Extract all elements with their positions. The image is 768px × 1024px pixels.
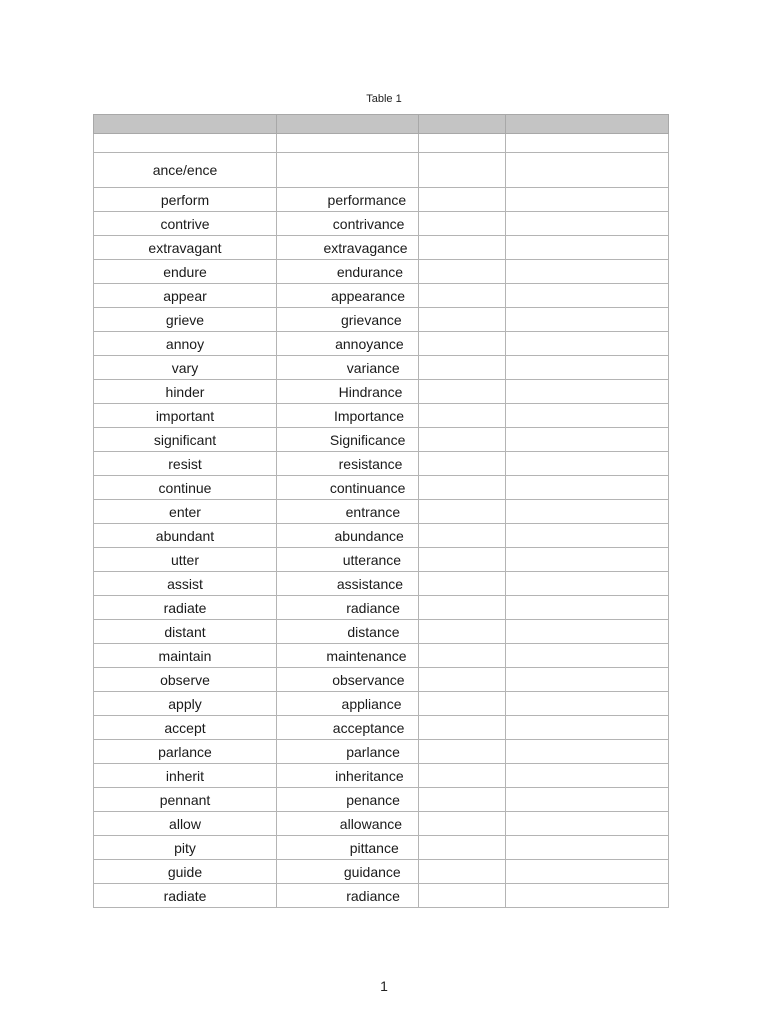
header-cell bbox=[94, 115, 277, 134]
table-row bbox=[94, 188, 669, 212]
empty-cell bbox=[506, 524, 669, 548]
empty-cell bbox=[419, 548, 506, 572]
noun-form-cell bbox=[277, 452, 419, 476]
table-row bbox=[94, 692, 669, 716]
table-row bbox=[94, 764, 669, 788]
empty-cell bbox=[419, 572, 506, 596]
empty-cell bbox=[419, 404, 506, 428]
noun-form-text: variance bbox=[346, 359, 400, 376]
noun-form-cell bbox=[277, 356, 419, 380]
table-row bbox=[94, 356, 669, 380]
empty-cell bbox=[419, 644, 506, 668]
noun-form-text: assistance bbox=[336, 575, 404, 592]
empty-cell bbox=[419, 860, 506, 884]
noun-form-text: extravagance bbox=[323, 239, 408, 256]
base-word-cell: vary bbox=[94, 356, 277, 380]
noun-form-cell bbox=[277, 524, 419, 548]
empty-cell bbox=[506, 188, 669, 212]
noun-form-cell bbox=[277, 236, 419, 260]
empty-cell bbox=[506, 548, 669, 572]
table-row bbox=[94, 836, 669, 860]
noun-form-text: appliance bbox=[341, 695, 402, 712]
noun-form-cell bbox=[277, 188, 419, 212]
empty-cell bbox=[419, 284, 506, 308]
noun-form-text: inheritance bbox=[335, 767, 404, 784]
empty-cell bbox=[419, 764, 506, 788]
base-word-cell: inherit bbox=[94, 764, 277, 788]
header-row bbox=[94, 115, 669, 134]
base-word-cell: significant bbox=[94, 428, 277, 452]
empty-cell bbox=[506, 572, 669, 596]
noun-form-text: abundance bbox=[334, 527, 404, 544]
empty-cell bbox=[419, 692, 506, 716]
base-word-cell: endure bbox=[94, 260, 277, 284]
empty-cell bbox=[419, 836, 506, 860]
empty-cell bbox=[506, 134, 669, 153]
base-word-cell: maintain bbox=[94, 644, 277, 668]
table-row bbox=[94, 620, 669, 644]
base-word-cell: hinder bbox=[94, 380, 277, 404]
noun-form-cell bbox=[277, 716, 419, 740]
empty-cell bbox=[419, 380, 506, 404]
empty-cell bbox=[419, 716, 506, 740]
empty-cell bbox=[506, 788, 669, 812]
noun-form-cell bbox=[277, 836, 419, 860]
base-word-cell: important bbox=[94, 404, 277, 428]
table-row bbox=[94, 284, 669, 308]
noun-form-text: resistance bbox=[338, 455, 403, 472]
header-cell bbox=[419, 115, 506, 134]
table-row bbox=[94, 260, 669, 284]
noun-form-cell bbox=[277, 572, 419, 596]
base-word-cell: perform bbox=[94, 188, 277, 212]
empty-cell bbox=[419, 236, 506, 260]
noun-form-cell bbox=[277, 500, 419, 524]
noun-form-text: performance bbox=[327, 191, 407, 208]
empty-cell bbox=[506, 332, 669, 356]
empty-cell bbox=[506, 153, 669, 188]
base-word-cell: apply bbox=[94, 692, 277, 716]
noun-form-text: continuance bbox=[329, 479, 406, 496]
table-row bbox=[94, 524, 669, 548]
section-heading: ance/ence bbox=[94, 153, 277, 188]
empty-cell bbox=[506, 596, 669, 620]
empty-cell bbox=[277, 134, 419, 153]
table-row bbox=[94, 596, 669, 620]
table-row bbox=[94, 668, 669, 692]
table-row bbox=[94, 812, 669, 836]
base-word-cell: observe bbox=[94, 668, 277, 692]
empty-cell bbox=[419, 428, 506, 452]
empty-cell bbox=[506, 236, 669, 260]
base-word-cell: continue bbox=[94, 476, 277, 500]
noun-form-cell bbox=[277, 764, 419, 788]
empty-cell bbox=[419, 884, 506, 908]
empty-cell bbox=[506, 308, 669, 332]
table-row bbox=[94, 452, 669, 476]
table-row bbox=[94, 716, 669, 740]
table-row bbox=[94, 212, 669, 236]
empty-cell bbox=[419, 596, 506, 620]
table-row bbox=[94, 572, 669, 596]
noun-form-text: radiance bbox=[346, 887, 400, 904]
base-word-cell: enter bbox=[94, 500, 277, 524]
empty-cell bbox=[419, 524, 506, 548]
noun-form-cell bbox=[277, 860, 419, 884]
base-word-cell: grieve bbox=[94, 308, 277, 332]
header-cell bbox=[277, 115, 419, 134]
empty-cell bbox=[419, 788, 506, 812]
noun-form-cell bbox=[277, 596, 419, 620]
noun-form-text: Significance bbox=[329, 431, 406, 448]
empty-cell bbox=[419, 620, 506, 644]
empty-cell bbox=[419, 188, 506, 212]
base-word-cell: guide bbox=[94, 860, 277, 884]
base-word-cell: annoy bbox=[94, 332, 277, 356]
noun-form-cell bbox=[277, 332, 419, 356]
noun-form-cell bbox=[277, 740, 419, 764]
table-caption: Table 1 bbox=[366, 93, 402, 105]
noun-form-text: utterance bbox=[342, 551, 402, 568]
noun-form-text: grievance bbox=[340, 311, 402, 328]
base-word-cell: radiate bbox=[94, 596, 277, 620]
empty-cell bbox=[419, 476, 506, 500]
empty-cell bbox=[419, 668, 506, 692]
page-number: 1 bbox=[380, 978, 388, 994]
noun-form-text: entrance bbox=[345, 503, 401, 520]
empty-cell bbox=[506, 212, 669, 236]
noun-form-text: penance bbox=[346, 791, 400, 808]
noun-form-cell bbox=[277, 212, 419, 236]
noun-form-text: Importance bbox=[333, 407, 404, 424]
noun-form-cell bbox=[277, 476, 419, 500]
empty-cell bbox=[506, 692, 669, 716]
noun-form-cell bbox=[277, 428, 419, 452]
base-word-cell: allow bbox=[94, 812, 277, 836]
table-row bbox=[94, 236, 669, 260]
noun-form-cell bbox=[277, 380, 419, 404]
empty-cell bbox=[506, 404, 669, 428]
table-row bbox=[94, 500, 669, 524]
noun-form-text: observance bbox=[332, 671, 405, 688]
word-table bbox=[93, 114, 669, 908]
noun-form-cell bbox=[277, 260, 419, 284]
noun-form-text: annoyance bbox=[335, 335, 404, 352]
empty-cell bbox=[506, 452, 669, 476]
empty-cell bbox=[419, 260, 506, 284]
base-word-cell: pity bbox=[94, 836, 277, 860]
noun-form-cell bbox=[277, 668, 419, 692]
empty-cell bbox=[506, 284, 669, 308]
empty-cell bbox=[506, 860, 669, 884]
empty-cell bbox=[506, 644, 669, 668]
table-row bbox=[94, 380, 669, 404]
empty-cell bbox=[506, 884, 669, 908]
noun-form-text: guidance bbox=[343, 863, 401, 880]
base-word-cell: resist bbox=[94, 452, 277, 476]
base-word-cell: parlance bbox=[94, 740, 277, 764]
noun-form-text: parlance bbox=[346, 743, 400, 760]
empty-cell bbox=[506, 260, 669, 284]
table-row bbox=[94, 548, 669, 572]
empty-cell bbox=[419, 500, 506, 524]
noun-form-cell bbox=[277, 404, 419, 428]
empty-cell bbox=[506, 428, 669, 452]
base-word-cell: distant bbox=[94, 620, 277, 644]
noun-form-text: Hindrance bbox=[338, 383, 403, 400]
noun-form-cell bbox=[277, 692, 419, 716]
table-row bbox=[94, 884, 669, 908]
noun-form-cell bbox=[277, 308, 419, 332]
table-row bbox=[94, 332, 669, 356]
empty-cell bbox=[506, 740, 669, 764]
table-row bbox=[94, 860, 669, 884]
empty-cell bbox=[277, 153, 419, 188]
empty-cell bbox=[419, 452, 506, 476]
empty-cell bbox=[419, 308, 506, 332]
noun-form-cell bbox=[277, 644, 419, 668]
empty-cell bbox=[506, 476, 669, 500]
table-row bbox=[94, 404, 669, 428]
empty-cell bbox=[506, 764, 669, 788]
table-row bbox=[94, 428, 669, 452]
empty-cell bbox=[419, 332, 506, 356]
empty-cell bbox=[506, 500, 669, 524]
empty-cell bbox=[419, 740, 506, 764]
table-row bbox=[94, 308, 669, 332]
table-row bbox=[94, 476, 669, 500]
empty-cell bbox=[419, 212, 506, 236]
base-word-cell: accept bbox=[94, 716, 277, 740]
empty-cell bbox=[506, 716, 669, 740]
base-word-cell: assist bbox=[94, 572, 277, 596]
noun-form-cell bbox=[277, 548, 419, 572]
noun-form-cell bbox=[277, 884, 419, 908]
empty-cell bbox=[419, 134, 506, 153]
noun-form-cell bbox=[277, 788, 419, 812]
noun-form-text: radiance bbox=[346, 599, 400, 616]
base-word-cell: utter bbox=[94, 548, 277, 572]
section-heading-row bbox=[94, 153, 669, 188]
noun-form-cell bbox=[277, 812, 419, 836]
blank-row bbox=[94, 134, 669, 153]
empty-cell bbox=[506, 668, 669, 692]
base-word-cell: pennant bbox=[94, 788, 277, 812]
noun-form-text: endurance bbox=[336, 263, 404, 280]
table-row bbox=[94, 788, 669, 812]
empty-cell bbox=[506, 836, 669, 860]
table-row bbox=[94, 740, 669, 764]
empty-cell bbox=[506, 380, 669, 404]
base-word-cell: radiate bbox=[94, 884, 277, 908]
noun-form-text: distance bbox=[347, 623, 400, 640]
noun-form-text: allowance bbox=[339, 815, 403, 832]
noun-form-text: maintenance bbox=[326, 647, 407, 664]
header-cell bbox=[506, 115, 669, 134]
word-table-body bbox=[94, 115, 669, 908]
empty-cell bbox=[506, 812, 669, 836]
empty-cell bbox=[419, 812, 506, 836]
empty-cell bbox=[419, 356, 506, 380]
empty-cell bbox=[419, 153, 506, 188]
empty-cell bbox=[94, 134, 277, 153]
noun-form-text: pittance bbox=[349, 839, 399, 856]
base-word-cell: contrive bbox=[94, 212, 277, 236]
noun-form-text: acceptance bbox=[332, 719, 405, 736]
noun-form-cell bbox=[277, 620, 419, 644]
empty-cell bbox=[506, 620, 669, 644]
noun-form-text: appearance bbox=[331, 287, 405, 304]
base-word-cell: extravagant bbox=[94, 236, 277, 260]
empty-cell bbox=[506, 356, 669, 380]
base-word-cell: appear bbox=[94, 284, 277, 308]
table-row bbox=[94, 644, 669, 668]
base-word-cell: abundant bbox=[94, 524, 277, 548]
noun-form-text: contrivance bbox=[332, 215, 405, 232]
noun-form-cell bbox=[277, 284, 419, 308]
